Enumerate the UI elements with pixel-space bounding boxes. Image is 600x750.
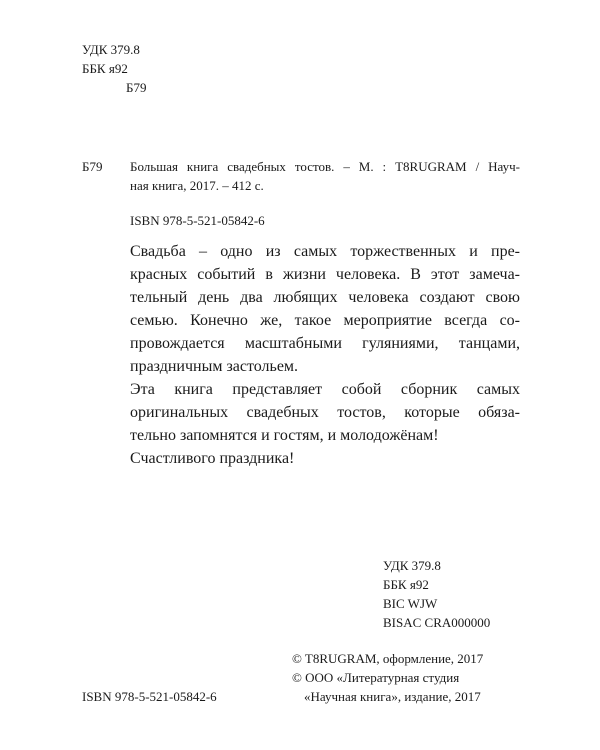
bottom-classification-codes [383, 556, 490, 632]
bibliography-mark: Б79 [82, 159, 103, 174]
udk-code: УДК 379.8 [383, 558, 441, 573]
udk-code: УДК 379.8 [82, 42, 140, 57]
bisac-code: BISAC CRA000000 [383, 615, 491, 630]
bibliography-record [130, 157, 520, 195]
annotation-line: Счастливого праздника! [130, 450, 295, 467]
annotation-line: оригинальных свадебных тостов, которые обяза- [130, 404, 520, 421]
footer-isbn: ISBN 978-5-521-05842-6 [82, 689, 217, 704]
annotation-line: семью. Конечно же, такое мероприятие всегда со- [130, 312, 520, 329]
bbk-code: ББК я92 [82, 61, 128, 76]
copyright-line: «Научная книга», издание, 2017 [304, 689, 481, 704]
annotation-line: Эта книга представляет собой сборник самых [130, 381, 520, 398]
annotation-line: красных событий в жизни человека. В этот замеча- [130, 266, 520, 283]
annotation-paragraph-2 [130, 378, 520, 447]
copyright-line: © T8RUGRAM, оформление, 2017 [292, 651, 484, 666]
isbn-record: ISBN 978-5-521-05842-6 [130, 213, 265, 228]
copyright-line: © ООО «Литературная студия [292, 670, 460, 685]
top-classification-codes [82, 40, 146, 97]
annotation-line: провождается масштабными гуляниями, танцами, [130, 335, 520, 352]
annotation-line: тельно запомнятся и гостям, и молодожёнам! [130, 427, 439, 444]
bic-code: BIC WJW [383, 596, 438, 611]
author-mark: Б79 [126, 80, 147, 95]
annotation-line: Свадьба – одно из самых торжественных и пре- [130, 243, 520, 260]
copyright-block [292, 649, 483, 706]
annotation-paragraph-3 [130, 447, 520, 470]
bibliography-line: Большая книга свадебных тостов. – М. : T8RUGRAM / Науч- [130, 159, 520, 174]
bibliography-line: ная книга, 2017. – 412 с. [130, 178, 264, 193]
annotation-paragraph-1 [130, 240, 520, 378]
bbk-code: ББК я92 [383, 577, 429, 592]
annotation-line: тельный день два любящих человека создают свою [130, 289, 520, 306]
annotation-line: праздничным застольем. [130, 358, 299, 375]
